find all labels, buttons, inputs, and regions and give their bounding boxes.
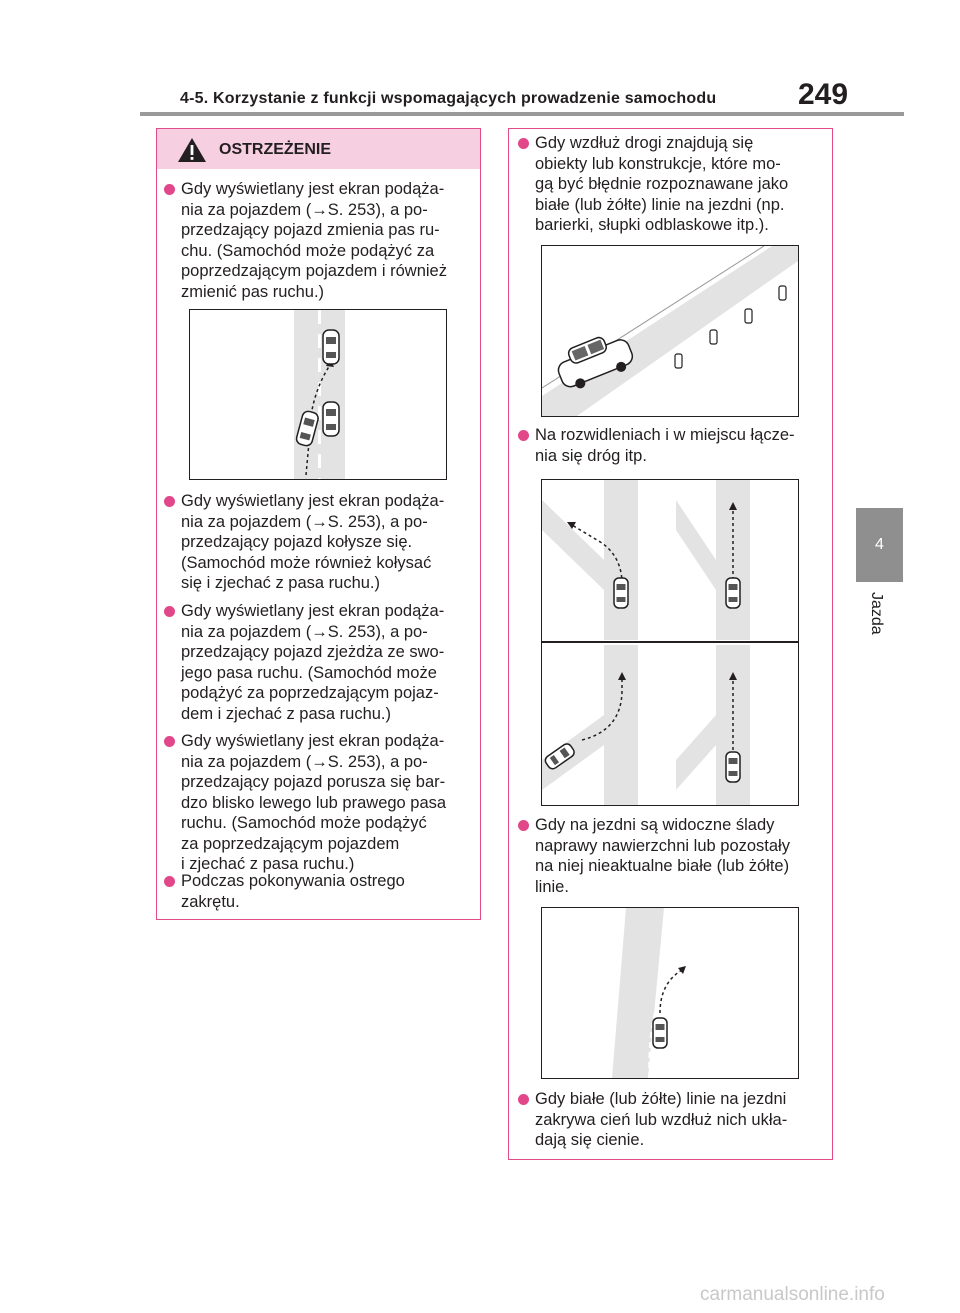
right-item-text: Gdy na jezdni są widoczne ślady naprawy nawierzchni lub pozostały na niej nieaktualne białe (lub żółte) linie. [535,816,790,896]
header-rule [140,112,904,116]
header-title: 4-5. Korzystanie z funkcji wspomagających prowadzenie samochodu [180,90,717,107]
warning-item-text: Podczas pokonywania ostrego zakrętu. [181,872,405,911]
right-item-2 [535,425,833,466]
right-item-text: Na rozwidleniach i w miejscu łącze- nia się dróg itp. [535,426,795,465]
figure-lane-change [189,309,447,480]
warning-item-3 [181,601,481,724]
right-item-3 [535,815,833,897]
right-item-4 [535,1089,833,1151]
right-item-text: Gdy białe (lub żółte) linie na jezdni zakrywa cień lub wzdłuż nich ukła- dają się cienie. [535,1090,788,1149]
bullet-icon [518,138,529,149]
warning-item-5 [181,871,481,912]
figure-roadside-posts [541,245,799,417]
chapter-label: Jazda [868,592,885,635]
bullet-icon [518,1094,529,1105]
bullet-icon [164,606,175,617]
page-number: 249 [798,78,849,111]
bullet-icon [518,820,529,831]
continuation-panel [508,128,833,1160]
bullet-icon [164,184,175,195]
bullet-icon [164,876,175,887]
right-item-1 [535,133,833,236]
warning-title: OSTRZEŻENIE [219,141,332,158]
warning-header [157,129,480,169]
warning-item-text: Gdy wyświetlany jest ekran podąża- nia za pojazdem (→S. 253), a po- przedzający pojazd porusza się bar- dzo blisko lewego lub prawego pasa ruchu. (Samochód może podążyć za poprzedzającym pojazdem i zjechać z pasa ruchu.) [181,732,447,873]
chapter-tab[interactable] [856,508,903,582]
warning-item-text: Gdy wyświetlany jest ekran podąża- nia za pojazdem (→S. 253), a po- przedzający pojazd zmienia pas ru- chu. (Samochód może podążyć za poprzedzającym pojazdem i również zmienić pas ruchu.) [181,180,447,301]
warning-item-text: Gdy wyświetlany jest ekran podąża- nia za pojazdem (→S. 253), a po- przedzający pojazd kołysze się. (Samochód może również kołysać się i zjechać z pasa ruchu.) [181,492,445,592]
watermark: carmanualsonline.info [700,1284,885,1305]
warning-item-4 [181,731,481,875]
figure-road-junctions [541,479,799,806]
warning-item-1 [181,179,481,302]
warning-item-2 [181,491,481,594]
warning-panel [156,128,481,920]
warning-icon [177,137,207,163]
figure-repaired-road [541,907,799,1079]
right-item-text: Gdy wzdłuż drogi znajdują się obiekty lub konstrukcje, które mo- gą być błędnie rozpoznawane jako białe (lub żółte) linie na jezdni (np. barierki, słupki odblaskowe itp.). [535,134,789,234]
bullet-icon [518,430,529,441]
bullet-icon [164,736,175,747]
warning-item-text: Gdy wyświetlany jest ekran podąża- nia za pojazdem (→S. 253), a po- przedzający pojazd zjeżdża ze swo- jego pasa ruchu. (Samochód może podążyć za poprzedzającym pojaz- dem i zjechać z pasa ruchu.) [181,602,445,723]
chapter-number: 4 [875,536,884,553]
bullet-icon [164,496,175,507]
